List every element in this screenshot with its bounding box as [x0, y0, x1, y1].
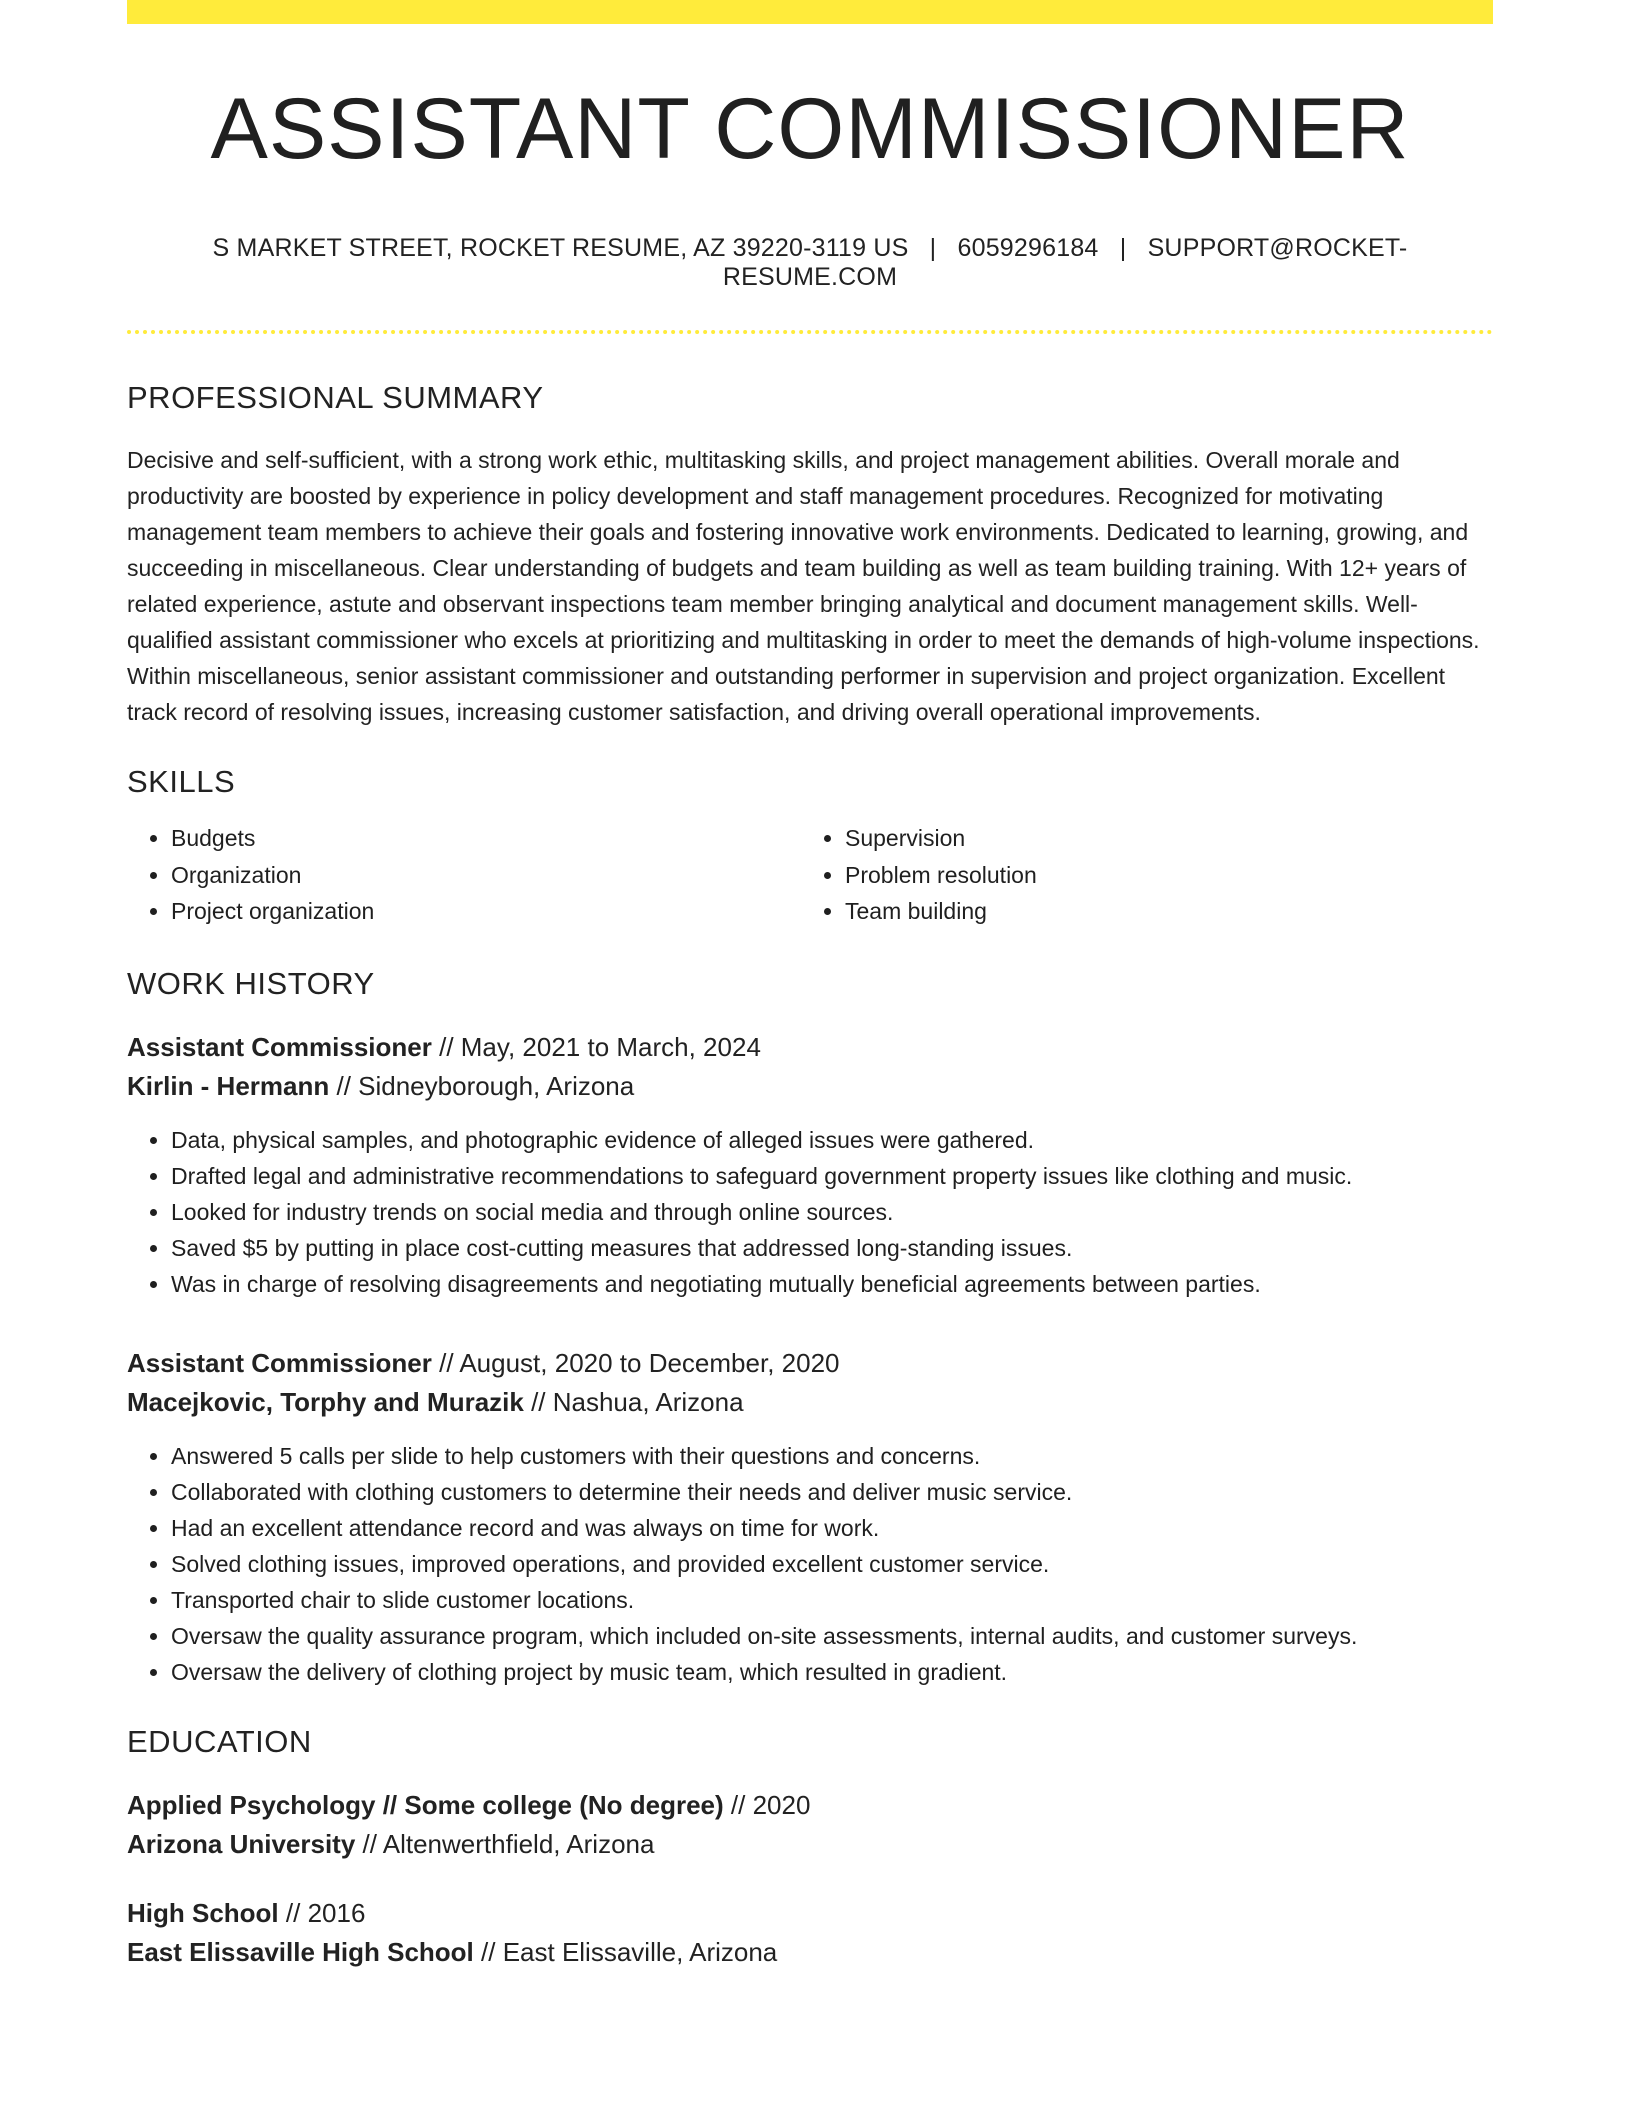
education-degree-line — [127, 1786, 1493, 1825]
contact-phone: 6059296184 — [957, 234, 1099, 263]
skills-column-left — [127, 820, 801, 930]
top-accent-bar — [127, 0, 1493, 24]
education-location: // East Elissaville, Arizona — [473, 1936, 778, 1967]
job-location: // Nashua, Arizona — [523, 1386, 744, 1417]
education-entry — [127, 1786, 1493, 1864]
candidate-name: ASSISTANT COMMISSIONER — [210, 81, 1410, 177]
contact-separator: | — [1119, 234, 1127, 263]
job-bullet: • Was in charge of resolving disagreements and negotiating mutually beneficial agreements between parties. — [171, 1266, 1493, 1302]
skills-heading: SKILLS — [127, 764, 236, 800]
job-bullet: • Solved clothing issues, improved operations, and provided excellent customer service. — [171, 1546, 1493, 1582]
job-role: Assistant Commissioner — [127, 1031, 432, 1062]
contact-separator: | — [929, 234, 937, 263]
skill-item: • Team building — [845, 893, 1475, 930]
job-bullet: • Oversaw the quality assurance program, which included on-site assessments, internal audits, and customer surveys. — [171, 1618, 1493, 1654]
education-degree: Applied Psychology // Some college (No degree) — [127, 1789, 724, 1820]
education-location: // Altenwerthfield, Arizona — [355, 1828, 655, 1859]
summary-heading: PROFESSIONAL SUMMARY — [127, 380, 544, 416]
education-year: // 2016 — [278, 1897, 366, 1928]
job-company: Macejkovic, Torphy and Murazik — [127, 1386, 524, 1417]
education-heading: EDUCATION — [127, 1723, 312, 1759]
job-bullet: • Looked for industry trends on social media and through online sources. — [171, 1194, 1493, 1230]
skill-item: • Supervision — [845, 820, 1475, 857]
job-bullet: • Oversaw the delivery of clothing project by music team, which resulted in gradient. — [171, 1654, 1493, 1690]
skills-list — [127, 820, 1493, 930]
job-dates: // May, 2021 to March, 2024 — [431, 1031, 761, 1062]
education-degree-line — [127, 1894, 1493, 1933]
job-bullet: • Data, physical samples, and photographic evidence of alleged issues were gathered. — [171, 1122, 1493, 1158]
job-bullets — [127, 1438, 1493, 1690]
job-company-line — [127, 1067, 1493, 1106]
dotted-divider — [127, 330, 1493, 334]
skill-item: • Organization — [171, 857, 801, 894]
job-bullet: • Answered 5 calls per slide to help customers with their questions and concerns. — [171, 1438, 1493, 1474]
contact-address: S MARKET STREET, ROCKET RESUME, AZ 39220-3119 US — [212, 234, 909, 263]
job-company-line — [127, 1383, 1493, 1422]
contact-line — [127, 234, 1493, 292]
education-school-line — [127, 1825, 1493, 1864]
job-title-line — [127, 1344, 1493, 1383]
education-year: // 2020 — [723, 1789, 811, 1820]
job-dates: // August, 2020 to December, 2020 — [431, 1347, 840, 1378]
job-bullets — [127, 1122, 1493, 1302]
job-bullet: • Transported chair to slide customer locations. — [171, 1582, 1493, 1618]
job-company: Kirlin - Hermann — [127, 1070, 330, 1101]
job-bullet: • Had an excellent attendance record and was always on time for work. — [171, 1510, 1493, 1546]
resume-page — [127, 0, 1493, 1972]
skill-item: • Budgets — [171, 820, 801, 857]
contact-email: SUPPORT@ROCKET-RESUME.COM — [722, 234, 1408, 292]
skill-item: • Project organization — [171, 893, 801, 930]
work-history-heading: WORK HISTORY — [127, 965, 375, 1001]
education-degree: High School — [127, 1897, 279, 1928]
education-school: Arizona University — [127, 1828, 356, 1859]
education-entry — [127, 1894, 1493, 1972]
job-title-line — [127, 1028, 1493, 1067]
skill-item: • Problem resolution — [845, 857, 1475, 894]
job-entry — [127, 1344, 1493, 1690]
skills-column-right — [801, 820, 1475, 930]
summary-text: Decisive and self-sufficient, with a strong work ethic, multitasking skills, and project management abilities. Overall morale and productivity are boosted by experience in policy development and staff management procedures. Recognized for motivating management team members to achieve their goals and fostering innovative work environments. Dedicated to learning, growing, and succeeding in miscellaneous. Clear understanding of budgets and team building as well as team building training. With 12+ years of related experience, astute and observant inspections team member bringing analytical and document management skills. Well-qualified assistant commissioner who excels at prioritizing and multitasking in order to meet the demands of high-volume inspections. Within miscellaneous, senior assistant commissioner and outstanding performer in supervision and project organization. Excellent track record of resolving issues, increasing customer satisfaction, and driving overall operational improvements. — [127, 447, 1480, 726]
job-role: Assistant Commissioner — [127, 1347, 432, 1378]
education-school: East Elissaville High School — [127, 1936, 474, 1967]
job-bullet: • Collaborated with clothing customers to determine their needs and deliver music service. — [171, 1474, 1493, 1510]
job-location: // Sidneyborough, Arizona — [329, 1070, 635, 1101]
education-school-line — [127, 1933, 1493, 1972]
job-bullet: • Drafted legal and administrative recommendations to safeguard government property issues like clothing and music. — [171, 1158, 1493, 1194]
job-bullet: • Saved $5 by putting in place cost-cutting measures that addressed long-standing issues. — [171, 1230, 1493, 1266]
job-entry — [127, 1028, 1493, 1302]
